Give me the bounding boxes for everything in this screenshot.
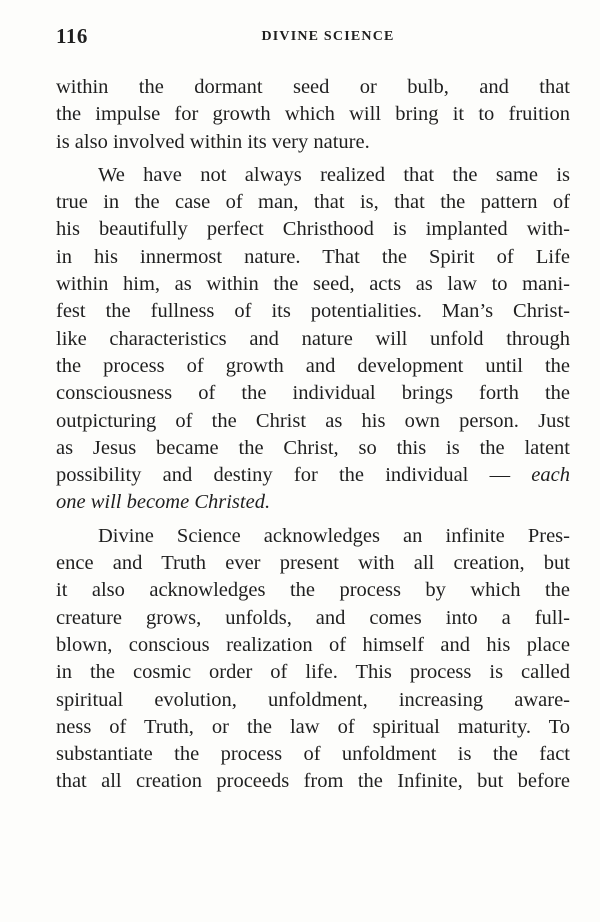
- text-line: the impulse for growth which will bring it to fruition: [56, 103, 570, 126]
- text-line: fest the fullness of its potentialities. Man’s Christ-: [56, 300, 570, 323]
- text-line: true in the case of man, that is, that the pattern of: [56, 191, 570, 214]
- text-line: ence and Truth ever present with all creation, but: [56, 552, 570, 575]
- paragraph-3: [56, 523, 570, 796]
- text-line: ness of Truth, or the law of spiritual maturity. To: [56, 715, 570, 738]
- text-line: it also acknowledges the process by which the: [56, 579, 570, 602]
- text-line: blown, conscious realization of himself and his place: [56, 633, 570, 656]
- text-line: outpicturing of the Christ as his own person. Just: [56, 409, 570, 432]
- text-line: as Jesus became the Christ, so this is the latent: [56, 436, 570, 459]
- text-line: substantiate the process of unfoldment is the fact: [56, 743, 570, 766]
- body-text: [56, 74, 570, 796]
- text-line: Divine Science acknowledges an infinite Pres-: [98, 524, 570, 547]
- text-line: the process of growth and development until the: [56, 354, 570, 377]
- emphasis-text: each: [531, 464, 570, 487]
- page-header: [56, 24, 570, 54]
- text-line: in his innermost nature. That the Spirit of Life: [56, 245, 570, 268]
- running-title: DIVINE SCIENCE: [261, 29, 395, 44]
- text-line: creature grows, unfolds, and comes into a full-: [56, 606, 570, 629]
- text-line: within him, as within the seed, acts as law to mani-: [56, 273, 570, 296]
- text-line: [56, 489, 570, 516]
- page-number: 116: [56, 24, 88, 48]
- paragraph-2: [56, 162, 570, 517]
- text-line: his beautifully perfect Christhood is implanted with-: [56, 218, 570, 241]
- text-line: that all creation proceeds from the Infinite, but before: [56, 770, 570, 793]
- text-line-with-emphasis: [56, 462, 570, 489]
- text-line: in the cosmic order of life. This process is called: [56, 661, 570, 684]
- text-line: We have not always realized that the same is: [98, 163, 570, 186]
- text-line: spiritual evolution, unfoldment, increasing aware-: [56, 688, 570, 711]
- text-line: within the dormant seed or bulb, and that: [56, 76, 570, 98]
- text-segment: possibility and destiny for the individual —: [56, 464, 511, 487]
- text-line: like characteristics and nature will unfold through: [56, 327, 570, 350]
- text-line: consciousness of the individual brings forth the: [56, 382, 570, 405]
- emphasis-text: one will become Christed.: [56, 491, 271, 514]
- text-line: is also involved within its very nature.: [56, 130, 370, 153]
- paragraph-1: [56, 74, 570, 156]
